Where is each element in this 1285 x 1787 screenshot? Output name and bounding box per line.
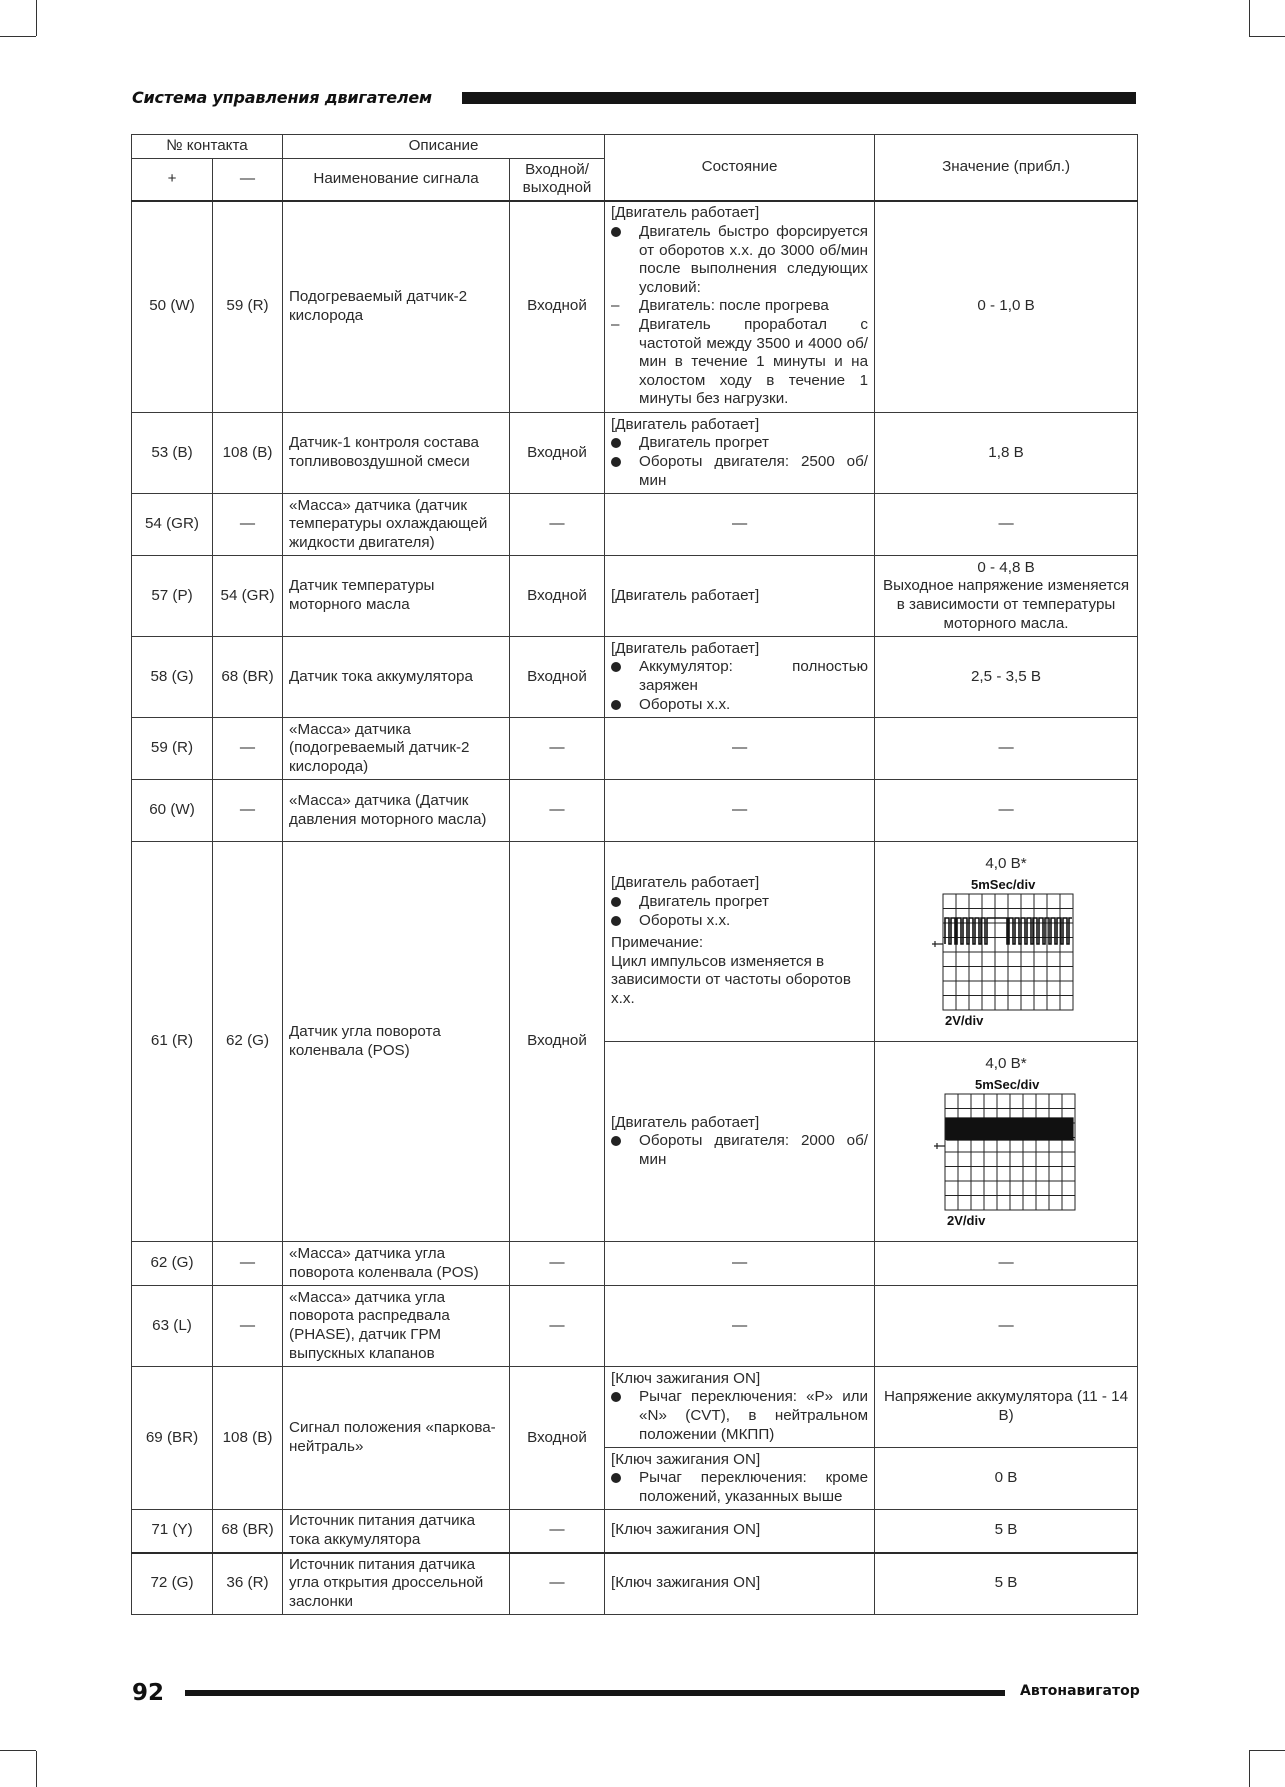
value-cell: 0 - 1,0 В <box>875 201 1138 413</box>
state-title: [Двигатель работает] <box>611 639 760 657</box>
signal-io: Входной <box>510 1367 605 1510</box>
pin-minus: 59 (R) <box>213 201 283 413</box>
pin-minus: 36 (R) <box>213 1553 283 1615</box>
value-cell: — <box>875 1286 1138 1367</box>
condition-item <box>611 1469 868 1506</box>
state-title: [Двигатель работает] <box>611 1113 760 1131</box>
state-title: [Ключ зажигания ON] <box>611 1369 761 1387</box>
condition-item <box>611 297 868 316</box>
value-main: 4,0 В* <box>985 855 1027 873</box>
crop-mark <box>0 1750 36 1751</box>
bullet-icon <box>611 696 631 716</box>
signal-name: «Масса» датчика угла поворота распредвала (PHASE), датчик ГРМ выпускных клапанов <box>283 1286 510 1367</box>
ground-marker-icon <box>932 941 943 947</box>
table-row <box>132 201 1138 413</box>
condition-item <box>611 453 868 490</box>
table-row <box>132 1510 1138 1553</box>
header-contact: № контакта <box>132 135 283 159</box>
pin-minus: — <box>213 1242 283 1286</box>
pin-minus: — <box>213 1286 283 1367</box>
signal-io: — <box>510 1242 605 1286</box>
signal-name: «Масса» датчика (Датчик давления моторного масла) <box>283 780 510 842</box>
value-cell: Напряжение аккумулятора (11 - 14 В) <box>875 1367 1138 1448</box>
condition-item <box>611 1132 868 1169</box>
condition-item <box>611 658 868 695</box>
condition-list <box>611 1132 868 1169</box>
header-io: Входной/ выходной <box>510 159 605 201</box>
header-plus: + <box>132 159 213 201</box>
dash-marker: – <box>611 297 620 315</box>
header-rule <box>462 92 1136 104</box>
state-title: [Ключ зажигания ON] <box>611 1450 761 1468</box>
scope-grid <box>945 1094 1075 1210</box>
crop-mark <box>1249 0 1250 36</box>
state-cell: [Ключ зажигания ON] <box>605 1553 875 1615</box>
value-cell <box>875 842 1138 1042</box>
table-row <box>132 413 1138 494</box>
signal-name: Датчик угла поворота коленвала (POS) <box>283 842 510 1242</box>
bullet-icon <box>611 434 631 454</box>
signal-name: Датчик-1 контроля состава топливовоздушной смеси <box>283 413 510 494</box>
value-note: Выходное напряжение изменяется в зависимости от температуры моторного масла. <box>882 577 1130 632</box>
pin-plus: 58 (G) <box>132 637 213 718</box>
ground-marker-icon <box>934 1143 945 1149</box>
condition-list <box>611 1469 868 1506</box>
crop-mark <box>1249 36 1285 37</box>
value-cell: 5 В <box>875 1553 1138 1615</box>
condition-text: Двигатель: после прогрева <box>639 297 829 315</box>
pin-minus: 68 (BR) <box>213 1510 283 1553</box>
signal-name: Датчик температуры моторного масла <box>283 556 510 637</box>
condition-text: Обороты х.х. <box>639 911 731 929</box>
state-cell <box>605 1042 875 1242</box>
crop-mark <box>1249 1750 1285 1751</box>
bullet-icon <box>611 1469 631 1489</box>
condition-text: Аккумулятор: полностью заряжен <box>639 658 869 694</box>
state-cell <box>605 637 875 718</box>
condition-text: Рычаг переключения: кроме положений, указанных выше <box>639 1469 869 1505</box>
pin-plus: 62 (G) <box>132 1242 213 1286</box>
value-cell: 1,8 В <box>875 413 1138 494</box>
pin-minus: — <box>213 780 283 842</box>
pin-plus: 69 (BR) <box>132 1367 213 1510</box>
state-title: [Двигатель работает] <box>611 204 760 222</box>
value-cell: — <box>875 1242 1138 1286</box>
state-cell: — <box>605 494 875 556</box>
pin-plus: 54 (GR) <box>132 494 213 556</box>
condition-list <box>611 223 868 409</box>
oscilloscope-icon <box>931 1078 1081 1228</box>
value-cell: 5 В <box>875 1510 1138 1553</box>
signal-io: Входной <box>510 556 605 637</box>
header-state: Состояние <box>605 135 875 201</box>
crop-mark <box>36 0 37 36</box>
value-cell <box>875 1042 1138 1242</box>
signal-io: — <box>510 718 605 780</box>
state-cell <box>605 413 875 494</box>
crop-mark <box>36 1751 37 1787</box>
state-cell <box>605 1448 875 1510</box>
state-title: [Двигатель работает] <box>611 874 760 892</box>
pin-plus: 61 (R) <box>132 842 213 1242</box>
condition-text: Двигатель проработал с частотой между 3500 и 4000 об/мин в течение 1 минуты и на холостом ходу в течение 1 минуты без нагрузки. <box>639 316 869 408</box>
condition-text: Обороты двигателя: 2000 об/мин <box>639 1132 869 1168</box>
table-row <box>132 1367 1138 1448</box>
oscilloscope-icon <box>931 878 1081 1028</box>
scope-time-label: 5mSec/div <box>975 1077 1040 1092</box>
footer-brand: Автонавигатор <box>1020 1683 1140 1699</box>
value-main: 0 - 4,8 В <box>977 558 1035 576</box>
condition-item <box>611 434 868 453</box>
table-row <box>132 1286 1138 1367</box>
condition-text: Обороты двигателя: 2500 об/мин <box>639 453 869 489</box>
value-cell: — <box>875 780 1138 842</box>
condition-item <box>611 316 868 409</box>
crop-mark <box>1249 1751 1250 1787</box>
signal-name: Датчик тока аккумулятора <box>283 637 510 718</box>
signal-name: «Масса» датчика (датчик температуры охлаждающей жидкости двигателя) <box>283 494 510 556</box>
signal-io: — <box>510 1510 605 1553</box>
header-value: Значение (прибл.) <box>875 135 1138 201</box>
condition-text: Обороты х.х. <box>639 695 731 713</box>
state-title: [Двигатель работает] <box>611 415 760 433</box>
signal-io: — <box>510 780 605 842</box>
scope-grid <box>943 894 1073 1010</box>
condition-item <box>611 696 868 715</box>
state-cell: — <box>605 1242 875 1286</box>
condition-text: Двигатель прогрет <box>639 893 769 911</box>
state-cell: — <box>605 1286 875 1367</box>
state-cell: — <box>605 780 875 842</box>
pin-plus: 59 (R) <box>132 718 213 780</box>
condition-list <box>611 434 868 490</box>
signal-name: Источник питания датчика угла открытия дроссельной заслонки <box>283 1553 510 1615</box>
pulse-waveform <box>945 918 1072 944</box>
pin-plus: 63 (L) <box>132 1286 213 1367</box>
condition-item <box>611 912 868 931</box>
table-row <box>132 1553 1138 1615</box>
bullet-icon <box>611 912 631 932</box>
table-row <box>132 780 1138 842</box>
value-cell <box>875 556 1138 637</box>
value-cell: 0 В <box>875 1448 1138 1510</box>
pulse-waveform <box>946 1118 1074 1140</box>
table-row <box>132 494 1138 556</box>
pin-minus: — <box>213 494 283 556</box>
scope-volt-label: 2V/div <box>945 1012 984 1028</box>
condition-list <box>611 658 868 714</box>
pin-minus: 68 (BR) <box>213 637 283 718</box>
pin-plus: 71 (Y) <box>132 1510 213 1553</box>
condition-item <box>611 1388 868 1444</box>
crop-mark <box>0 36 36 37</box>
state-cell: [Двигатель работает] <box>605 556 875 637</box>
condition-item <box>611 223 868 297</box>
condition-text: Двигатель прогрет <box>639 434 769 452</box>
condition-text: Рычаг переключения: «P» или «N» (CVT), в нейтральном положении (МКПП) <box>639 1388 869 1443</box>
pin-plus: 57 (P) <box>132 556 213 637</box>
signal-io: Входной <box>510 637 605 718</box>
state-cell: — <box>605 718 875 780</box>
note-label: Примечание: <box>611 934 704 952</box>
pin-plus: 50 (W) <box>132 201 213 413</box>
state-cell <box>605 1367 875 1448</box>
pin-plus: 72 (G) <box>132 1553 213 1615</box>
value-cell: — <box>875 494 1138 556</box>
signal-name: Источник питания датчика тока аккумулятора <box>283 1510 510 1553</box>
value-cell: — <box>875 718 1138 780</box>
condition-item <box>611 893 868 912</box>
pin-plus: 60 (W) <box>132 780 213 842</box>
signal-name: Сигнал положения «паркова-нейтраль» <box>283 1367 510 1510</box>
signal-io: — <box>510 1286 605 1367</box>
value-cell: 2,5 - 3,5 В <box>875 637 1138 718</box>
signal-io: Входной <box>510 842 605 1242</box>
footer-rule <box>185 1690 1005 1696</box>
bullet-icon <box>611 223 631 243</box>
bullet-icon <box>611 893 631 913</box>
header-description: Описание <box>283 135 605 159</box>
pin-plus: 53 (B) <box>132 413 213 494</box>
state-cell <box>605 201 875 413</box>
page-number: 92 <box>132 1680 165 1706</box>
pin-minus: 54 (GR) <box>213 556 283 637</box>
condition-text: Двигатель быстро форсируется от оборотов х.х. до 3000 об/мин после выполнения следующих условий: <box>639 223 869 296</box>
bullet-icon <box>611 1132 631 1152</box>
signal-io: Входной <box>510 413 605 494</box>
dash-marker: – <box>611 316 620 334</box>
table-row <box>132 556 1138 637</box>
scope-time-label: 5mSec/div <box>971 877 1036 892</box>
header-signal-name: Наименование сигнала <box>283 159 510 201</box>
page-header-title: Система управления двигателем <box>132 88 432 107</box>
header-minus: — <box>213 159 283 201</box>
oscilloscope-trace-idle <box>931 878 1081 1028</box>
signal-name: Подогреваемый датчик-2 кислорода <box>283 201 510 413</box>
signal-io: — <box>510 1553 605 1615</box>
bullet-icon <box>611 658 631 678</box>
pin-minus: 108 (B) <box>213 1367 283 1510</box>
table-header-row <box>132 135 1138 159</box>
pin-minus: 108 (B) <box>213 413 283 494</box>
table-row <box>132 842 1138 1042</box>
note-text: Цикл импульсов изменяется в зависимости от частоты оборотов х.х. <box>611 952 851 1007</box>
bullet-icon <box>611 453 631 473</box>
oscilloscope-trace-2000rpm <box>931 1078 1081 1228</box>
bullet-icon <box>611 1388 631 1408</box>
pin-minus: 62 (G) <box>213 842 283 1242</box>
signal-io: — <box>510 494 605 556</box>
signal-name: «Масса» датчика угла поворота коленвала (POS) <box>283 1242 510 1286</box>
table-row <box>132 718 1138 780</box>
condition-list <box>611 1388 868 1444</box>
state-cell: [Ключ зажигания ON] <box>605 1510 875 1553</box>
table-row <box>132 1242 1138 1286</box>
scope-volt-label: 2V/div <box>947 1212 986 1228</box>
signal-io: Входной <box>510 201 605 413</box>
state-cell <box>605 842 875 1042</box>
signal-name: «Масса» датчика (подогреваемый датчик-2 кислорода) <box>283 718 510 780</box>
table-row <box>132 637 1138 718</box>
pin-minus: — <box>213 718 283 780</box>
pin-table <box>131 134 1138 1615</box>
condition-list <box>611 893 868 930</box>
value-main: 4,0 В* <box>985 1055 1027 1073</box>
